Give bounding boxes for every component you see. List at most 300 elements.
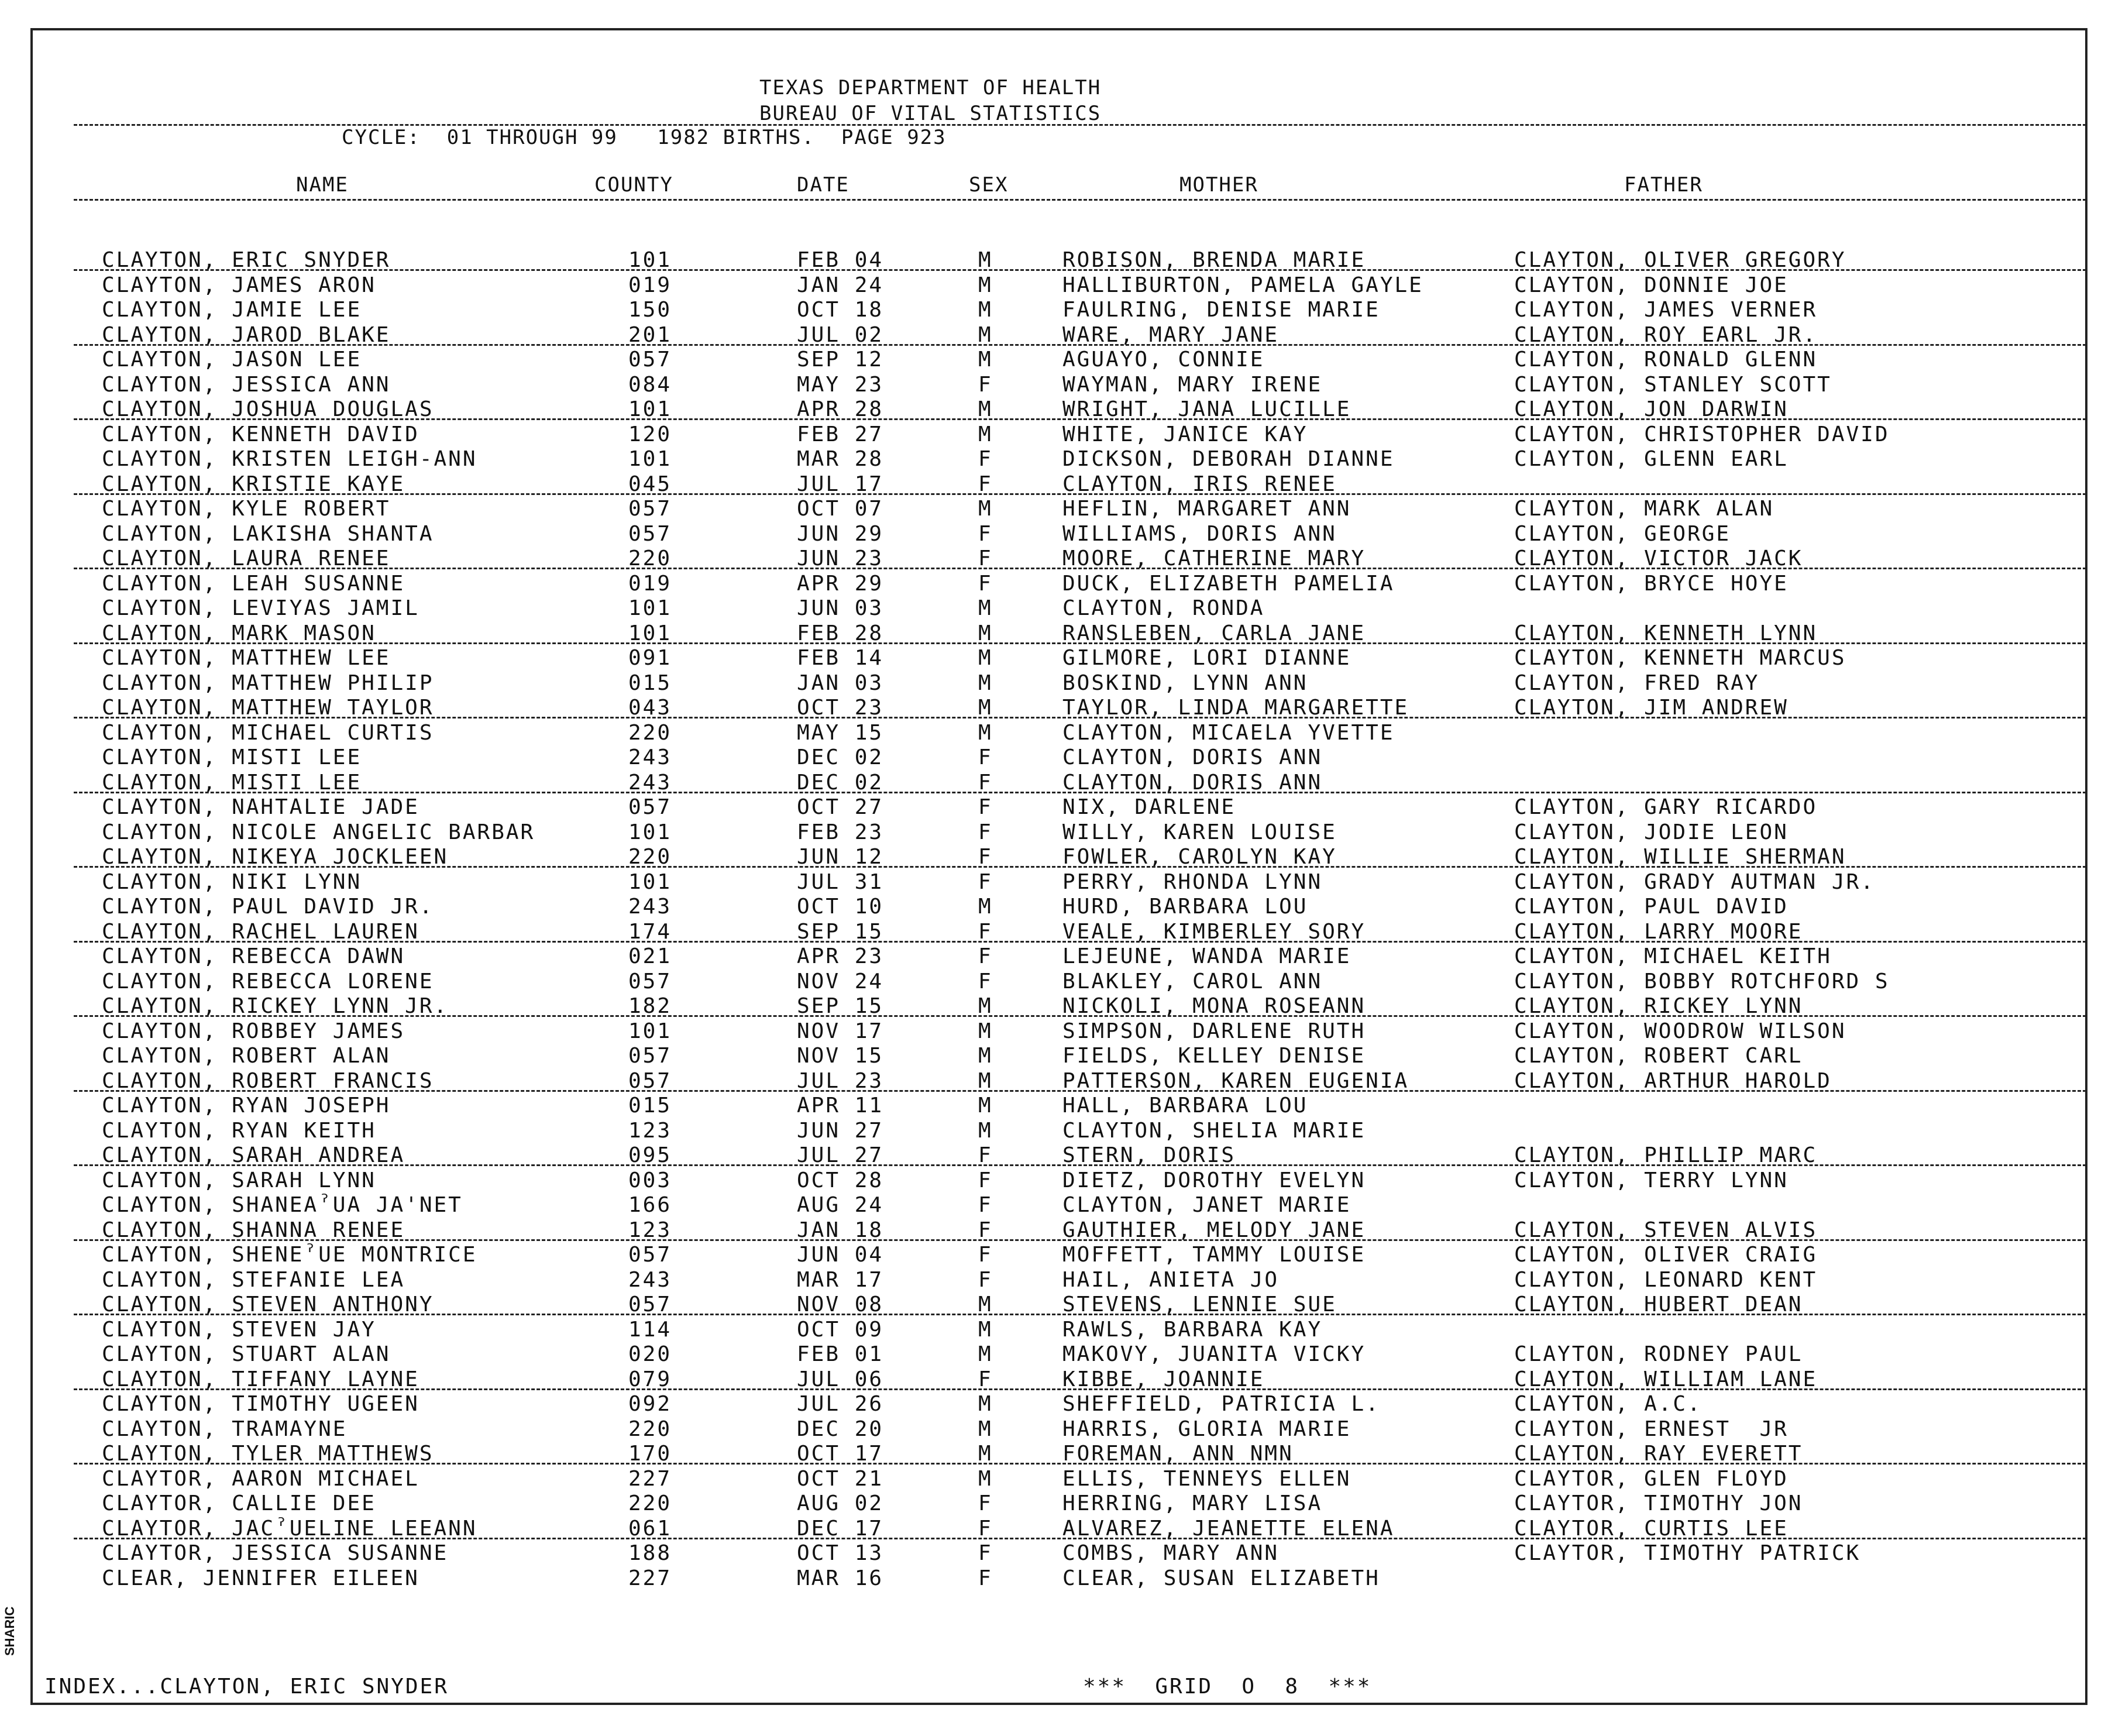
- cell-mother: KIBBE, JOANNIE: [1062, 1367, 1265, 1391]
- divider-line: [74, 199, 2086, 201]
- cell-date: JUN 29: [797, 521, 884, 546]
- cell-county: 057: [628, 969, 672, 994]
- cell-date: FEB 28: [797, 621, 884, 645]
- cell-mother: HAIL, ANIETA JO: [1062, 1267, 1280, 1292]
- cell-mother: CLAYTON, MICAELA YVETTE: [1062, 720, 1395, 745]
- cell-mother: CLEAR, SUSAN ELIZABETH: [1062, 1566, 1380, 1590]
- cell-sex: F: [978, 1491, 993, 1515]
- cell-father: CLAYTON, ARTHUR HAROLD: [1514, 1068, 1832, 1093]
- cell-mother: FIELDS, KELLEY DENISE: [1062, 1044, 1366, 1068]
- cell-father: CLAYTON, DONNIE JOE: [1514, 273, 1789, 297]
- cell-date: JUN 12: [797, 845, 884, 869]
- cell-mother: DICKSON, DEBORAH DIANNE: [1062, 447, 1395, 471]
- cell-county: 188: [628, 1541, 672, 1565]
- cell-name: CLAYTON, PAUL DAVID JR.: [102, 895, 434, 919]
- table-row: [33, 298, 2085, 322]
- row-separator: [74, 642, 2086, 644]
- cell-date: JUL 02: [797, 322, 884, 347]
- table-row: [33, 1491, 2085, 1516]
- cell-mother: WARE, MARY JANE: [1062, 322, 1280, 347]
- cell-name: CLAYTON, STEVEN ANTHONY: [102, 1292, 434, 1316]
- cell-father: CLAYTON, RODNEY PAUL: [1514, 1342, 1803, 1366]
- cell-sex: F: [978, 1193, 993, 1217]
- cell-mother: STEVENS, LENNIE SUE: [1062, 1292, 1337, 1316]
- cell-name: CLAYTON, SARAH ANDREA: [102, 1143, 405, 1167]
- cell-mother: AGUAYO, CONNIE: [1062, 348, 1265, 372]
- table-row: [33, 1193, 2085, 1218]
- cell-father: CLAYTON, A.C.: [1514, 1392, 1702, 1416]
- table-row: [33, 273, 2085, 298]
- cell-mother: HERRING, MARY LISA: [1062, 1491, 1323, 1515]
- cell-name: CLAYTON, STUART ALAN: [102, 1342, 391, 1366]
- cell-date: JUN 27: [797, 1118, 884, 1143]
- cell-name: CLAYTON, ROBERT FRANCIS: [102, 1068, 434, 1093]
- page-frame: [30, 28, 2087, 1705]
- row-separator: [74, 941, 2086, 943]
- cell-father: CLAYTON, MARK ALAN: [1514, 497, 1774, 521]
- cell-name: CLAYTON, NIKEYA JOCKLEEN: [102, 845, 449, 869]
- cell-sex: M: [978, 1466, 993, 1491]
- cell-date: FEB 23: [797, 820, 884, 844]
- cell-father: CLAYTON, HUBERT DEAN: [1514, 1292, 1803, 1316]
- cell-sex: F: [978, 1143, 993, 1167]
- cell-sex: M: [978, 397, 993, 421]
- cell-mother: RAWLS, BARBARA KAY: [1062, 1317, 1323, 1342]
- cell-father: CLAYTON, WILLIE SHERMAN: [1514, 845, 1846, 869]
- cell-sex: F: [978, 845, 993, 869]
- cell-county: 114: [628, 1317, 672, 1342]
- cell-date: APR 23: [797, 944, 884, 968]
- cell-sex: M: [978, 1094, 993, 1118]
- cell-date: OCT 10: [797, 895, 884, 919]
- cell-date: FEB 04: [797, 248, 884, 272]
- table-row: [33, 1243, 2085, 1267]
- cell-county: 101: [628, 1019, 672, 1043]
- cell-county: 019: [628, 571, 672, 596]
- cell-county: 020: [628, 1342, 672, 1366]
- bureau-title: BUREAU OF VITAL STATISTICS: [759, 102, 1102, 125]
- cell-father: CLAYTON, KENNETH MARCUS: [1514, 646, 1846, 670]
- column-header-date: DATE: [797, 173, 850, 197]
- cycle-line: CYCLE: 01 THROUGH 99 1982 BIRTHS. PAGE 923: [342, 126, 947, 149]
- table-row: [33, 1044, 2085, 1068]
- cell-name: CLAYTON, MISTI LEE: [102, 770, 362, 795]
- cell-name: CLAYTON, SHENEˀUE MONTRICE: [102, 1243, 477, 1267]
- cell-father: CLAYTON, RICKEY LYNN: [1514, 994, 1803, 1018]
- cell-name: CLAYTON, MICHAEL CURTIS: [102, 720, 434, 745]
- cell-name: CLAYTON, LEAH SUSANNE: [102, 571, 405, 596]
- cell-date: JAN 03: [797, 671, 884, 695]
- cell-name: CLAYTON, KRISTIE KAYE: [102, 472, 405, 496]
- cell-father: CLAYTON, MICHAEL KEITH: [1514, 944, 1832, 968]
- cell-name: CLAYTON, KENNETH DAVID: [102, 422, 419, 446]
- column-header-father: FATHER: [1624, 173, 1703, 197]
- column-header-sex: SEX: [969, 173, 1009, 197]
- cell-name: CLAYTON, SHANEAˀUA JA'NET: [102, 1193, 463, 1217]
- cell-county: 243: [628, 1267, 672, 1292]
- cell-mother: FOREMAN, ANN NMN: [1062, 1442, 1294, 1466]
- cell-mother: CLAYTON, JANET MARIE: [1062, 1193, 1351, 1217]
- cell-father: CLAYTON, ROBERT CARL: [1514, 1044, 1803, 1068]
- cell-name: CLAYTON, LAKISHA SHANTA: [102, 521, 434, 546]
- cell-name: CLAYTON, SHANNA RENEE: [102, 1218, 405, 1242]
- table-row: [33, 447, 2085, 472]
- cell-county: 091: [628, 646, 672, 670]
- cell-name: CLAYTOR, CALLIE DEE: [102, 1491, 376, 1515]
- row-separator: [74, 1538, 2086, 1539]
- cell-mother: HARRIS, GLORIA MARIE: [1062, 1417, 1351, 1441]
- cell-sex: F: [978, 869, 993, 894]
- column-header-name: NAME: [296, 173, 349, 197]
- cell-name: CLAYTON, TYLER MATTHEWS: [102, 1442, 434, 1466]
- table-row: [33, 895, 2085, 919]
- cell-name: CLAYTOR, AARON MICHAEL: [102, 1466, 419, 1491]
- cell-county: 101: [628, 621, 672, 645]
- cell-father: CLAYTON, LEONARD KENT: [1514, 1267, 1818, 1292]
- cell-father: CLAYTON, STEVEN ALVIS: [1514, 1218, 1818, 1242]
- cell-mother: ROBISON, BRENDA MARIE: [1062, 248, 1366, 272]
- cell-name: CLAYTON, STEVEN JAY: [102, 1317, 376, 1342]
- cell-sex: F: [978, 1566, 993, 1590]
- cell-name: CLAYTON, ROBERT ALAN: [102, 1044, 391, 1068]
- cell-county: 057: [628, 795, 672, 819]
- row-separator: [74, 269, 2086, 271]
- cell-date: MAY 15: [797, 720, 884, 745]
- cell-name: CLAYTON, ROBBEY JAMES: [102, 1019, 405, 1043]
- table-row: [33, 522, 2085, 546]
- table-row: [33, 646, 2085, 671]
- row-separator: [74, 418, 2086, 420]
- cell-father: CLAYTON, ERNEST JR: [1514, 1417, 1789, 1441]
- cell-father: CLAYTOR, CURTIS LEE: [1514, 1516, 1789, 1541]
- cell-county: 057: [628, 1292, 672, 1316]
- row-separator: [74, 1015, 2086, 1017]
- cell-sex: M: [978, 1019, 993, 1043]
- cell-name: CLAYTON, JASON LEE: [102, 348, 362, 372]
- table-row: [33, 1417, 2085, 1442]
- cell-county: 243: [628, 770, 672, 795]
- cell-father: CLAYTOR, TIMOTHY JON: [1514, 1491, 1803, 1515]
- cell-name: CLAYTON, TRAMAYNE: [102, 1417, 348, 1441]
- cell-father: CLAYTON, GARY RICARDO: [1514, 795, 1818, 819]
- cell-sex: F: [978, 1218, 993, 1242]
- cell-sex: F: [978, 770, 993, 795]
- cell-sex: M: [978, 720, 993, 745]
- cell-mother: ALVAREZ, JEANETTE ELENA: [1062, 1516, 1395, 1541]
- cell-name: CLAYTON, RACHEL LAUREN: [102, 919, 419, 944]
- cell-mother: STERN, DORIS: [1062, 1143, 1236, 1167]
- table-row: [33, 1541, 2085, 1566]
- cell-father: CLAYTON, ROY EARL JR.: [1514, 322, 1818, 347]
- cell-name: CLAYTON, KYLE ROBERT: [102, 497, 391, 521]
- cell-sex: F: [978, 1541, 993, 1565]
- cell-father: CLAYTON, BRYCE HOYE: [1514, 571, 1789, 596]
- cell-county: 084: [628, 372, 672, 397]
- cell-father: CLAYTON, GLENN EARL: [1514, 447, 1789, 471]
- cell-father: CLAYTON, JIM ANDREW: [1514, 696, 1789, 720]
- cell-name: CLAYTON, NICOLE ANGELIC BARBAR: [102, 820, 535, 844]
- side-label: SHARIC: [2, 1606, 17, 1656]
- cell-father: CLAYTON, VICTOR JACK: [1514, 546, 1803, 570]
- cell-date: APR 29: [797, 571, 884, 596]
- cell-date: JUL 27: [797, 1143, 884, 1167]
- cell-date: JUN 23: [797, 546, 884, 570]
- cell-sex: M: [978, 348, 993, 372]
- cell-name: CLAYTON, NAHTALIE JADE: [102, 795, 419, 819]
- cell-county: 015: [628, 1094, 672, 1118]
- cell-mother: CLAYTON, DORIS ANN: [1062, 770, 1323, 795]
- cell-sex: F: [978, 745, 993, 769]
- cell-sex: F: [978, 546, 993, 570]
- cell-mother: CLAYTON, IRIS RENEE: [1062, 472, 1337, 496]
- cell-mother: BLAKLEY, CAROL ANN: [1062, 969, 1323, 994]
- cell-sex: M: [978, 596, 993, 620]
- cell-father: CLAYTON, JAMES VERNER: [1514, 298, 1818, 322]
- cell-mother: CLAYTON, SHELIA MARIE: [1062, 1118, 1366, 1143]
- row-separator: [74, 568, 2086, 569]
- cell-county: 057: [628, 497, 672, 521]
- cell-county: 101: [628, 596, 672, 620]
- cell-date: FEB 14: [797, 646, 884, 670]
- cell-mother: FOWLER, CAROLYN KAY: [1062, 845, 1337, 869]
- cell-mother: WILLY, KAREN LOUISE: [1062, 820, 1337, 844]
- cell-county: 170: [628, 1442, 672, 1466]
- cell-sex: M: [978, 1442, 993, 1466]
- cell-name: CLAYTON, RYAN JOSEPH: [102, 1094, 391, 1118]
- cell-sex: F: [978, 944, 993, 968]
- cell-county: 220: [628, 546, 672, 570]
- cell-date: SEP 15: [797, 994, 884, 1018]
- row-separator: [74, 866, 2086, 868]
- cell-name: CLAYTON, MISTI LEE: [102, 745, 362, 769]
- cell-mother: PATTERSON, KAREN EUGENIA: [1062, 1068, 1409, 1093]
- table-row: [33, 1392, 2085, 1417]
- cell-date: NOV 08: [797, 1292, 884, 1316]
- cell-father: CLAYTON, OLIVER GREGORY: [1514, 248, 1846, 272]
- cell-county: 021: [628, 944, 672, 968]
- cell-sex: F: [978, 1516, 993, 1541]
- cell-county: 061: [628, 1516, 672, 1541]
- cell-sex: F: [978, 571, 993, 596]
- cell-county: 166: [628, 1193, 672, 1217]
- cell-name: CLAYTON, ERIC SNYDER: [102, 248, 391, 272]
- cell-county: 057: [628, 348, 672, 372]
- cell-date: JUL 26: [797, 1392, 884, 1416]
- cell-date: NOV 15: [797, 1044, 884, 1068]
- cell-mother: RANSLEBEN, CARLA JANE: [1062, 621, 1366, 645]
- cell-name: CLAYTON, REBECCA LORENE: [102, 969, 434, 994]
- cell-county: 101: [628, 397, 672, 421]
- cell-county: 227: [628, 1566, 672, 1590]
- cell-mother: MAKOVY, JUANITA VICKY: [1062, 1342, 1366, 1366]
- cell-date: APR 28: [797, 397, 884, 421]
- cell-sex: M: [978, 322, 993, 347]
- cell-mother: WAYMAN, MARY IRENE: [1062, 372, 1323, 397]
- cell-county: 057: [628, 1044, 672, 1068]
- row-separator: [74, 344, 2086, 346]
- cell-county: 045: [628, 472, 672, 496]
- cell-sex: F: [978, 1168, 993, 1192]
- cell-name: CLAYTON, LAURA RENEE: [102, 546, 391, 570]
- cell-mother: COMBS, MARY ANN: [1062, 1541, 1280, 1565]
- cell-county: 079: [628, 1367, 672, 1391]
- cell-county: 101: [628, 820, 672, 844]
- cell-mother: WHITE, JANICE KAY: [1062, 422, 1308, 446]
- cell-mother: HALL, BARBARA LOU: [1062, 1094, 1308, 1118]
- cell-date: FEB 27: [797, 422, 884, 446]
- cell-sex: F: [978, 969, 993, 994]
- cell-father: CLAYTON, WILLIAM LANE: [1514, 1367, 1818, 1391]
- table-row: [33, 944, 2085, 969]
- table-row: [33, 373, 2085, 397]
- cell-county: 043: [628, 696, 672, 720]
- cell-county: 227: [628, 1466, 672, 1491]
- table-row: [33, 1566, 2085, 1591]
- cell-name: CLAYTON, NIKI LYNN: [102, 869, 362, 894]
- table-row: [33, 970, 2085, 994]
- cell-county: 120: [628, 422, 672, 446]
- cell-sex: F: [978, 1243, 993, 1267]
- cell-county: 057: [628, 1243, 672, 1267]
- cell-county: 174: [628, 919, 672, 944]
- cell-county: 003: [628, 1168, 672, 1192]
- cell-county: 220: [628, 1491, 672, 1515]
- cell-date: JUL 31: [797, 869, 884, 894]
- cell-father: CLAYTON, JON DARWIN: [1514, 397, 1789, 421]
- cell-name: CLAYTOR, JACˀUELINE LEEANN: [102, 1516, 477, 1541]
- cell-sex: F: [978, 820, 993, 844]
- cell-county: 123: [628, 1218, 672, 1242]
- cell-name: CLAYTON, MATTHEW TAYLOR: [102, 696, 434, 720]
- cell-mother: PERRY, RHONDA LYNN: [1062, 869, 1323, 894]
- cell-county: 220: [628, 845, 672, 869]
- cell-county: 150: [628, 298, 672, 322]
- cell-date: SEP 15: [797, 919, 884, 944]
- row-separator: [74, 717, 2086, 719]
- cell-name: CLAYTON, STEFANIE LEA: [102, 1267, 405, 1292]
- cell-father: CLAYTON, GEORGE: [1514, 521, 1731, 546]
- cell-sex: F: [978, 447, 993, 471]
- cell-sex: M: [978, 1392, 993, 1416]
- cell-date: OCT 13: [797, 1541, 884, 1565]
- cell-date: JUL 23: [797, 1068, 884, 1093]
- cell-date: SEP 12: [797, 348, 884, 372]
- cell-sex: M: [978, 1044, 993, 1068]
- row-separator: [74, 1239, 2086, 1241]
- cell-mother: TAYLOR, LINDA MARGARETTE: [1062, 696, 1409, 720]
- cell-sex: M: [978, 895, 993, 919]
- cell-sex: M: [978, 671, 993, 695]
- cell-mother: HEFLIN, MARGARET ANN: [1062, 497, 1351, 521]
- cell-county: 243: [628, 745, 672, 769]
- row-separator: [74, 1314, 2086, 1315]
- table-row: [33, 422, 2085, 447]
- cell-date: OCT 21: [797, 1466, 884, 1491]
- cell-sex: F: [978, 521, 993, 546]
- cell-name: CLAYTON, JOSHUA DOUGLAS: [102, 397, 434, 421]
- cell-name: CLAYTON, LEVIYAS JAMIL: [102, 596, 419, 620]
- cell-father: CLAYTON, RAY EVERETT: [1514, 1442, 1803, 1466]
- cell-sex: M: [978, 621, 993, 645]
- cell-county: 182: [628, 994, 672, 1018]
- cell-sex: F: [978, 472, 993, 496]
- cell-sex: M: [978, 696, 993, 720]
- cell-sex: M: [978, 1317, 993, 1342]
- cell-father: CLAYTON, JODIE LEON: [1514, 820, 1789, 844]
- cell-sex: F: [978, 795, 993, 819]
- cell-father: CLAYTOR, GLEN FLOYD: [1514, 1466, 1789, 1491]
- cell-sex: M: [978, 1068, 993, 1093]
- cell-mother: SIMPSON, DARLENE RUTH: [1062, 1019, 1366, 1043]
- cell-name: CLAYTOR, JESSICA SUSANNE: [102, 1541, 449, 1565]
- cell-date: APR 11: [797, 1094, 884, 1118]
- cell-mother: ELLIS, TENNEYS ELLEN: [1062, 1466, 1351, 1491]
- cell-mother: MOORE, CATHERINE MARY: [1062, 546, 1366, 570]
- cell-county: 101: [628, 248, 672, 272]
- cell-mother: VEALE, KIMBERLEY SORY: [1062, 919, 1366, 944]
- cell-date: DEC 02: [797, 770, 884, 795]
- cell-sex: F: [978, 1267, 993, 1292]
- cell-name: CLAYTON, TIMOTHY UGEEN: [102, 1392, 419, 1416]
- cell-sex: F: [978, 372, 993, 397]
- table-row: [33, 1318, 2085, 1342]
- department-title: TEXAS DEPARTMENT OF HEALTH: [759, 76, 1102, 99]
- cell-sex: M: [978, 273, 993, 297]
- cell-mother: NIX, DARLENE: [1062, 795, 1236, 819]
- grid-footer: *** GRID O 8 ***: [1083, 1675, 1372, 1699]
- table-row: [33, 1019, 2085, 1044]
- cell-date: OCT 27: [797, 795, 884, 819]
- cell-date: MAR 17: [797, 1267, 884, 1292]
- cell-sex: M: [978, 994, 993, 1018]
- cell-sex: M: [978, 1292, 993, 1316]
- row-separator: [74, 1090, 2086, 1092]
- cell-date: JUN 03: [797, 596, 884, 620]
- cell-name: CLAYTON, JESSICA ANN: [102, 372, 391, 397]
- cell-mother: CLAYTON, DORIS ANN: [1062, 745, 1323, 769]
- table-row: [33, 1094, 2085, 1118]
- cell-name: CLAYTON, JAROD BLAKE: [102, 322, 391, 347]
- cell-father: CLAYTON, OLIVER CRAIG: [1514, 1243, 1818, 1267]
- cell-county: 123: [628, 1118, 672, 1143]
- cell-sex: M: [978, 298, 993, 322]
- cell-sex: M: [978, 248, 993, 272]
- cell-father: CLAYTON, KENNETH LYNN: [1514, 621, 1818, 645]
- table-row: [33, 596, 2085, 621]
- cell-date: AUG 24: [797, 1193, 884, 1217]
- cell-date: NOV 24: [797, 969, 884, 994]
- cell-father: CLAYTON, LARRY MOORE: [1514, 919, 1803, 944]
- table-row: [33, 721, 2085, 745]
- cell-mother: HURD, BARBARA LOU: [1062, 895, 1308, 919]
- cell-date: DEC 20: [797, 1417, 884, 1441]
- cell-name: CLAYTON, TIFFANY LAYNE: [102, 1367, 419, 1391]
- cell-date: JAN 18: [797, 1218, 884, 1242]
- row-separator: [74, 1388, 2086, 1390]
- cell-sex: M: [978, 1118, 993, 1143]
- cell-mother: WRIGHT, JANA LUCILLE: [1062, 397, 1351, 421]
- cell-date: JUN 04: [797, 1243, 884, 1267]
- cell-name: CLEAR, JENNIFER EILEEN: [102, 1566, 419, 1590]
- cell-mother: WILLIAMS, DORIS ANN: [1062, 521, 1337, 546]
- cell-mother: DIETZ, DOROTHY EVELYN: [1062, 1168, 1366, 1192]
- cell-date: OCT 17: [797, 1442, 884, 1466]
- row-separator: [74, 1463, 2086, 1465]
- cell-date: NOV 17: [797, 1019, 884, 1043]
- table-row: [33, 1342, 2085, 1367]
- table-row: [33, 870, 2085, 895]
- cell-mother: NICKOLI, MONA ROSEANN: [1062, 994, 1366, 1018]
